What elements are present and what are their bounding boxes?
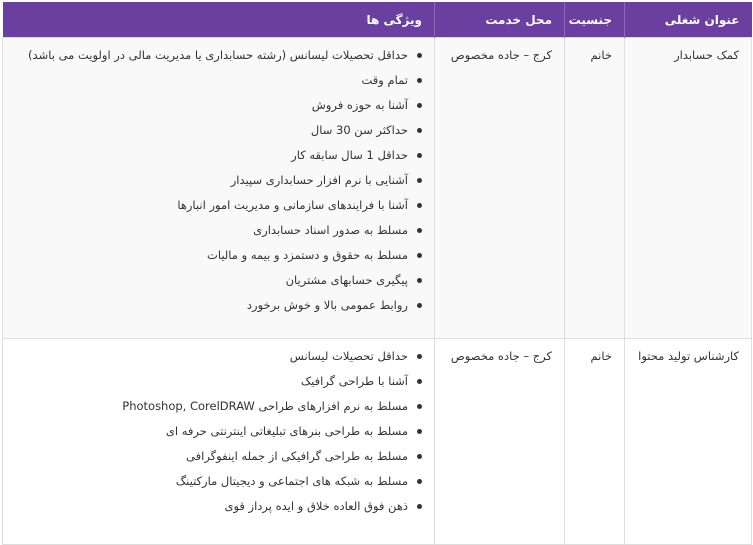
features-list [15,349,422,524]
list-item: مسلط به شبکه های اجتماعی و دیجیتال مارکتینگ [15,474,422,499]
list-item: آشنا با طراحی گرافیک [15,374,422,399]
cell-location: کرج – جاده مخصوص [435,339,565,545]
list-item: مسلط به حقوق و دستمزد و بیمه و مالیات [15,248,422,273]
list-item: تمام وقت [15,73,422,98]
list-item: مسلط به طراحی گرافیکی از جمله اینفوگرافی [15,449,422,474]
list-item: ذهن فوق العاده خلاق و ایده پرداز قوی [15,499,422,524]
list-item: آشنایی با نرم افزار حسابداری سپیدار [15,173,422,198]
cell-features [3,339,435,545]
job-listings-table [2,2,752,545]
list-item: حداقل تحصیلات لیسانس [15,349,422,374]
list-item: مسلط به طراحی بنرهای تبلیغاتی اینترنتی حرفه ای [15,424,422,449]
list-item: مسلط به صدور اسناد حسابداری [15,223,422,248]
header-gender: جنسیت [565,2,625,38]
job-listings-container [2,2,751,545]
header-job-title: عنوان شغلی [625,2,752,38]
cell-features [3,38,435,339]
cell-location: کرج – جاده مخصوص [435,38,565,339]
list-item: حداقل 1 سال سابقه کار [15,148,422,173]
header-location: محل خدمت [435,2,565,38]
table-row [3,339,752,545]
list-item: حداقل تحصیلات لیسانس (رشته حسابداری یا مدیریت مالی در اولویت می باشد) [15,48,422,73]
list-item: روابط عمومی بالا و خوش برخورد [15,298,422,323]
table-header-row [3,2,752,38]
list-item: حداکثر سن 30 سال [15,123,422,148]
cell-job-title: کارشناس تولید محتوا [625,339,752,545]
cell-gender: خانم [565,38,625,339]
cell-gender: خانم [565,339,625,545]
table-row [3,38,752,339]
header-features: ویژگی ها [3,2,435,38]
list-item: آشنا به حوزه فروش [15,98,422,123]
list-item: آشنا با فرایندهای سازمانی و مدیریت امور انبارها [15,198,422,223]
list-item: پیگیری حسابهای مشتریان [15,273,422,298]
list-item: مسلط به نرم افزارهای طراحی Photoshop, CorelDRAW [15,399,422,424]
features-list [15,48,422,323]
cell-job-title: کمک حسابدار [625,38,752,339]
